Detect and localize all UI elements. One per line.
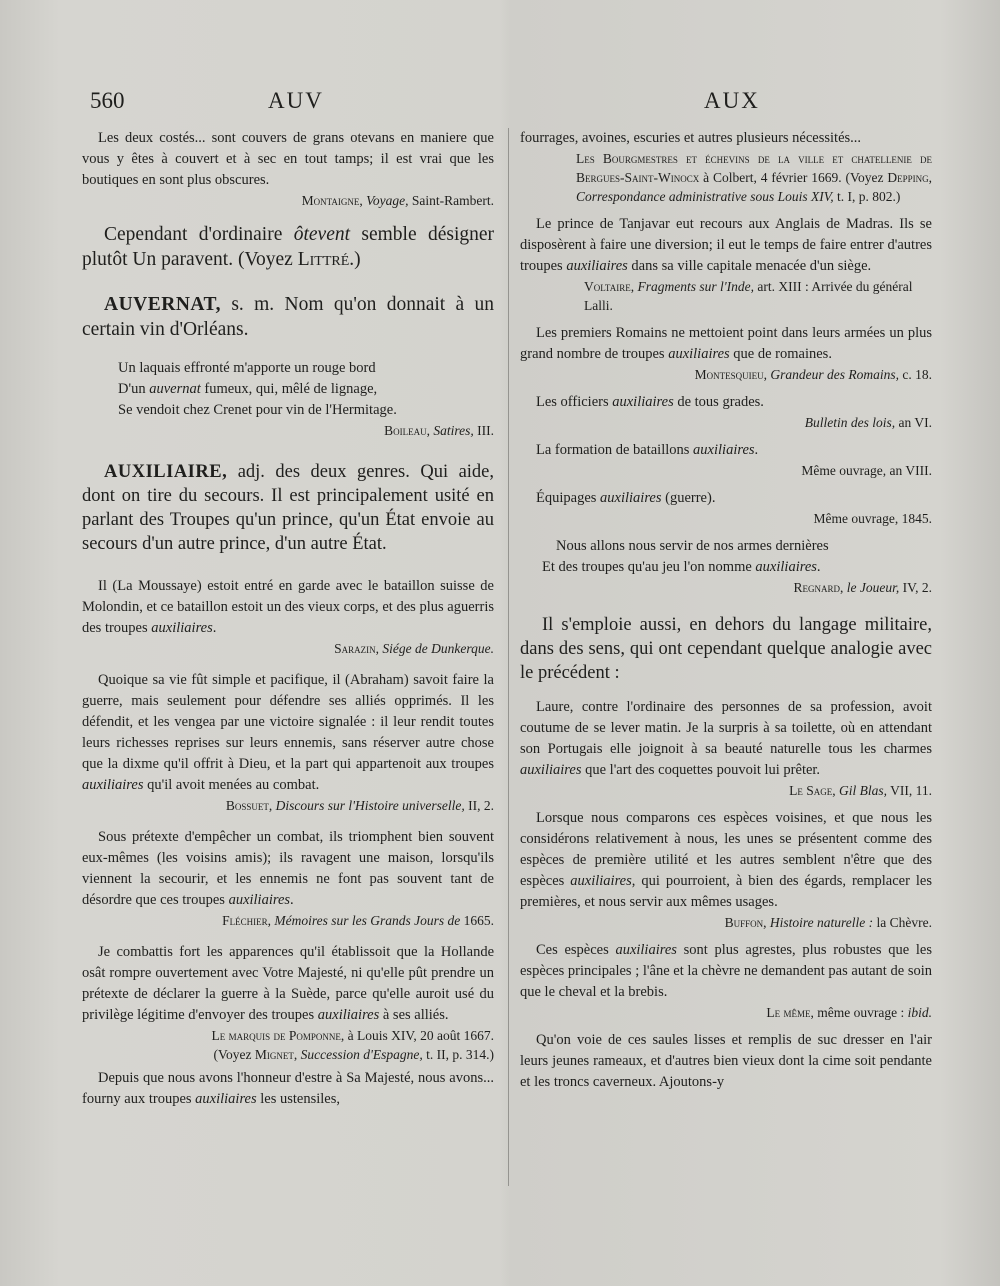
verse-line-1: Un laquais effronté m'apporte un rouge bord [118,360,376,376]
verse-line-3: Se vendoit chez Crenet pour vin de l'Hermitage. [118,402,397,418]
verse-line-2: D'un auvernat fumeux, qui, mêlé de lignage, [118,381,378,397]
source-flechier: Fléchier, Mémoires sur les Grands Jours de 1665. [222,913,494,928]
source-bulletin: Bulletin des lois, an VI. [804,415,932,430]
left-column [82,128,494,1110]
source-le-meme: Le même, même ouvrage : ibid. [766,1005,932,1020]
source-sarazin: Sarazin, Siége de Dunkerque. [334,641,494,656]
page-number: 560 [90,88,125,113]
source-montesquieu: Montesquieu, Grandeur des Romains, c. 18. [694,367,932,382]
source-boileau: Boileau, Satires, III. [384,423,494,438]
quote-voltaire: Le prince de Tanjavar eut recours aux Anglais de Madras. Ils se disposèrent à faire une diversion; il eut le temps de faire entrer d'autres troupes auxiliaires dans sa ville capitale menacée d'un siège. [520,216,932,274]
quote-sarazin: Il (La Moussaye) estoit entré en garde avec le bataillon suisse de Molondin, et ce bataillon estoit un des vieux corps, et des plus aguerris des troupes auxiliaires. [82,578,494,636]
source-meme-ouvrage-2: Même ouvrage, 1845. [813,511,932,526]
source-bourgmestres: Les Bourgmestres et échevins de la ville et chatellenie de Bergues-Saint-Winocx à Colbert, 4 février 1669. (Voyez Depping, Correspondance administrative sous Louis XIV, t. I, p. 802.) [576,151,933,204]
source-bossuet: Bossuet, Discours sur l'Histoire universelle, II, 2. [225,798,494,813]
right-heading: AUX [704,88,760,113]
quote-pomponne: Je combattis fort les apparences qu'il établissoit que la Hollande osât rompre ouvertement avec Votre Majesté, ni qu'elle pût prendre un prétexte de déclarer la guerre à la Suède, parce qu'elle auroit usé du privilège légitime d'envoyer des troupes auxiliaires à ses alliés. [82,944,494,1023]
source-regnard: Regnard, le Joueur, IV, 2. [793,580,932,595]
quote-montesquieu: Les premiers Romains ne mettoient point dans leurs armées un plus grand nombre de troupes auxiliaires que de romaines. [520,325,932,362]
quote-flechier: Sous prétexte d'empêcher un combat, ils triomphent bien souvent eux-mêmes (les voisins amis); ils ravagent une maison, lorsqu'ils viennent la secourir, et les ennemis ne font pas souvent tant de désordre que ces troupes auxiliaires. [82,829,494,908]
quote-bulletin: Les officiers auxiliaires de tous grades. [536,394,764,410]
quote-montaigne: Les deux costés... sont couvers de grans otevans en maniere que vous y êtes à couvert et à sec en tout tamps; il est vrai que les boutiques en sont plus obscures. [82,130,494,188]
quote-buffon-2: Ces espèces auxiliaires sont plus agrestes, plus robustes que les espèces principales ; l'âne et la chèvre ne demandent pas autant de soin que le cheval et la brebis. [520,942,933,1000]
entry-auvernat: AUVERNAT, s. m. Nom qu'on donnait à un certain vin d'Orléans. [82,294,495,340]
quote-bourgmestres-end: fourrages, avoines, escuries et autres plusieurs nécessités... [520,130,862,146]
definition-figurative: Il s'emploie aussi, en dehors du langage militaire, dans des sens, qui ont cependant quelque analogie avec le précédent : [520,615,932,683]
source-mignet: (Voyez Mignet, Succession d'Espagne, t. II, p. 314.) [213,1047,494,1062]
source-pomponne: Le marquis de Pomponne, à Louis XIV, 20 août 1667. [211,1028,494,1043]
verse-regnard-1: Nous allons nous servir de nos armes dernières [556,538,829,554]
quote-lesage: Laure, contre l'ordinaire des personnes de sa profession, avoit coutume de se lever matin. Je la surpris à sa toilette, où en attendant son Portugais elle joignoit à sa beauté naturelle tous les charmes auxiliaires que l'art des coquettes pouvoit lui prêter. [520,699,932,778]
source-meme-ouvrage-1: Même ouvrage, an VIII. [801,463,932,478]
quote-buffon-1: Lorsque nous comparons ces espèces voisines, et que nous les considérons relativement à nous, les unes se présentent comme des espèces de première utilité et les autres semblent n'être que des espèces auxiliaires, qui pourroient, à bien des égards, remplacer les premières, et nous servir aux mêmes usages. [520,810,932,910]
quote-bourgmestres-start: Depuis que nous avons l'honneur d'estre à Sa Majesté, nous avons... fourny aux troupes auxiliaires les ustensiles, [82,1070,494,1107]
source-voltaire: Voltaire, Fragments sur l'Inde, art. XIII : Arrivée du général Lalli. [584,279,913,313]
entry-auxiliaire: AUXILIAIRE, adj. des deux genres. Qui aide, dont on tire du secours. Il est principalement usité en parlant des Troupes qu'un prince, qu'un État envoie au secours d'un autre prince, d'un autre État. [82,462,494,554]
quote-formation: La formation de bataillons auxiliaires. [536,442,759,458]
headword-auxiliaire: AUXILIAIRE, [104,462,228,482]
verse-regnard-2: Et des troupes qu'au jeu l'on nomme auxiliaires. [542,559,821,575]
quote-saules: Qu'on voie de ces saules lisses et remplis de suc dresser en l'air leurs jeunes rameaux, et d'autres bien vieux dont la cime soit pendante et les troncs caverneux. Ajoutons-y [520,1032,932,1090]
source-buffon: Buffon, Histoire naturelle : la Chèvre. [724,915,932,930]
headword-auvernat: AUVERNAT, [104,294,221,315]
column-divider [508,128,509,1186]
right-column [520,128,932,1093]
source-montaigne: Montaigne, Voyage, Saint-Rambert. [301,193,494,208]
quote-equipages: Équipages auxiliaires (guerre). [536,490,716,506]
left-heading: AUV [268,88,324,113]
source-lesage: Le Sage, Gil Blas, VII, 11. [789,783,932,798]
definition-otevent: Cependant d'ordinaire ôtevent semble désigner plutôt Un paravent. (Voyez Littré.) [82,224,495,270]
running-header [0,88,1000,118]
quote-bossuet: Quoique sa vie fût simple et pacifique, il (Abraham) savoit faire la guerre, mais seulement pour défendre ses alliés opprimés. Il les défendit, et les vengea par une victoire signalée : il leur rendit toutes leurs richesses reprises sur leurs ennemis, sans réserver autre chose que la dixme qu'il offrit à Dieu, et la part qui appartenoit aux troupes auxiliaires qu'il avoit menées au combat. [82,672,494,793]
